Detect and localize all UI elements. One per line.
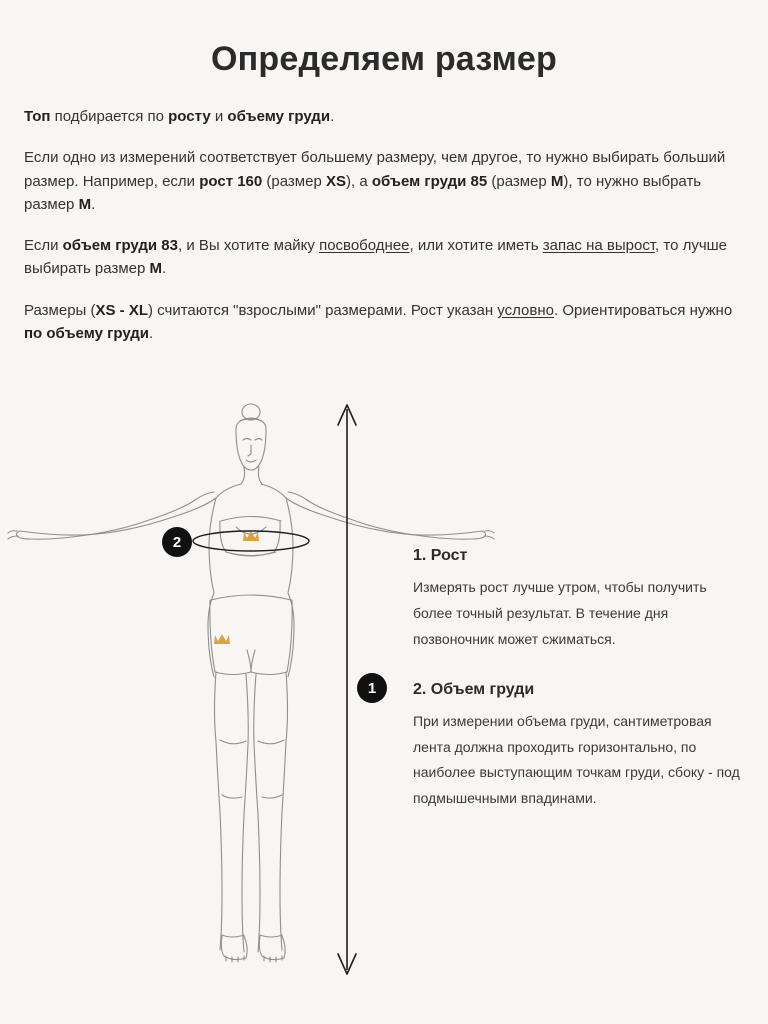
text-run: Топ: [24, 108, 51, 125]
text-run: .: [149, 324, 154, 342]
text-run: ), то нужно выбрать размер: [24, 172, 702, 213]
paragraph-2: [24, 146, 744, 216]
text-run: условно: [497, 301, 554, 319]
note-body-chest: При измерении объема груди, сантиметровая лента должна проходить горизонтально, по наиболее выступающим точкам груди, сбоку - под подмышечными впадинами.: [413, 712, 740, 807]
text-run: по объему груди: [24, 324, 150, 342]
paragraph-1: [24, 105, 744, 128]
text-run: XS - XL: [95, 301, 149, 319]
text-run: ) считаются "взрослыми" размерами. Рост указан: [148, 301, 498, 319]
text-run: объем груди 83: [62, 237, 178, 254]
text-run: рост 160: [199, 172, 263, 190]
text-run: , и Вы хотите майку: [178, 237, 320, 254]
notes-column: [413, 547, 743, 812]
text-run: .: [330, 108, 335, 125]
note-heading-height: 1. Рост: [413, 547, 468, 564]
text-run: Если одно из измерений соответствует большему размеру, чем другое, то нужно выбирать больший размер. Например, если: [24, 149, 726, 190]
paragraph-3: [24, 234, 744, 281]
crown-logo-shorts: [214, 634, 230, 644]
text-run: .: [162, 260, 167, 278]
text-run: M: [550, 172, 564, 190]
paragraph-4: [24, 299, 744, 346]
text-run: , или хотите иметь: [409, 237, 543, 254]
text-run: объему груди: [227, 108, 331, 125]
intro-text-block: [24, 79, 744, 345]
height-badge: 1: [357, 673, 387, 703]
text-run: запас на вырост: [542, 237, 656, 254]
page-title: Определяем размер: [210, 40, 558, 78]
note-body-height: Измерять рост лучше утром, чтобы получить более точный результат. В течение дня позвоночник может сжиматься.: [413, 579, 707, 647]
text-run: Если: [24, 237, 63, 254]
text-run: .: [91, 195, 96, 213]
text-run: подбирается по: [50, 108, 169, 125]
text-run: (размер: [262, 172, 326, 190]
text-run: и: [210, 108, 228, 125]
text-run: . Ориентироваться нужно: [554, 301, 733, 319]
text-run: Размеры (: [24, 301, 96, 319]
note-heading-chest: 2. Объем груди: [413, 680, 535, 698]
text-run: посвободнее: [319, 237, 410, 254]
height-measure-arrow: [338, 405, 356, 974]
text-run: объем груди 85: [371, 172, 488, 190]
text-run: M: [149, 260, 162, 278]
text-run: M: [78, 195, 92, 213]
text-run: (размер: [487, 172, 551, 190]
text-run: росту: [168, 108, 211, 125]
chest-badge: 2: [162, 527, 192, 557]
text-run: ), а: [345, 172, 372, 190]
text-run: XS: [325, 172, 346, 190]
text-run: , то лучше выбирать размер: [24, 237, 728, 278]
measurement-figure: [0, 395, 768, 995]
